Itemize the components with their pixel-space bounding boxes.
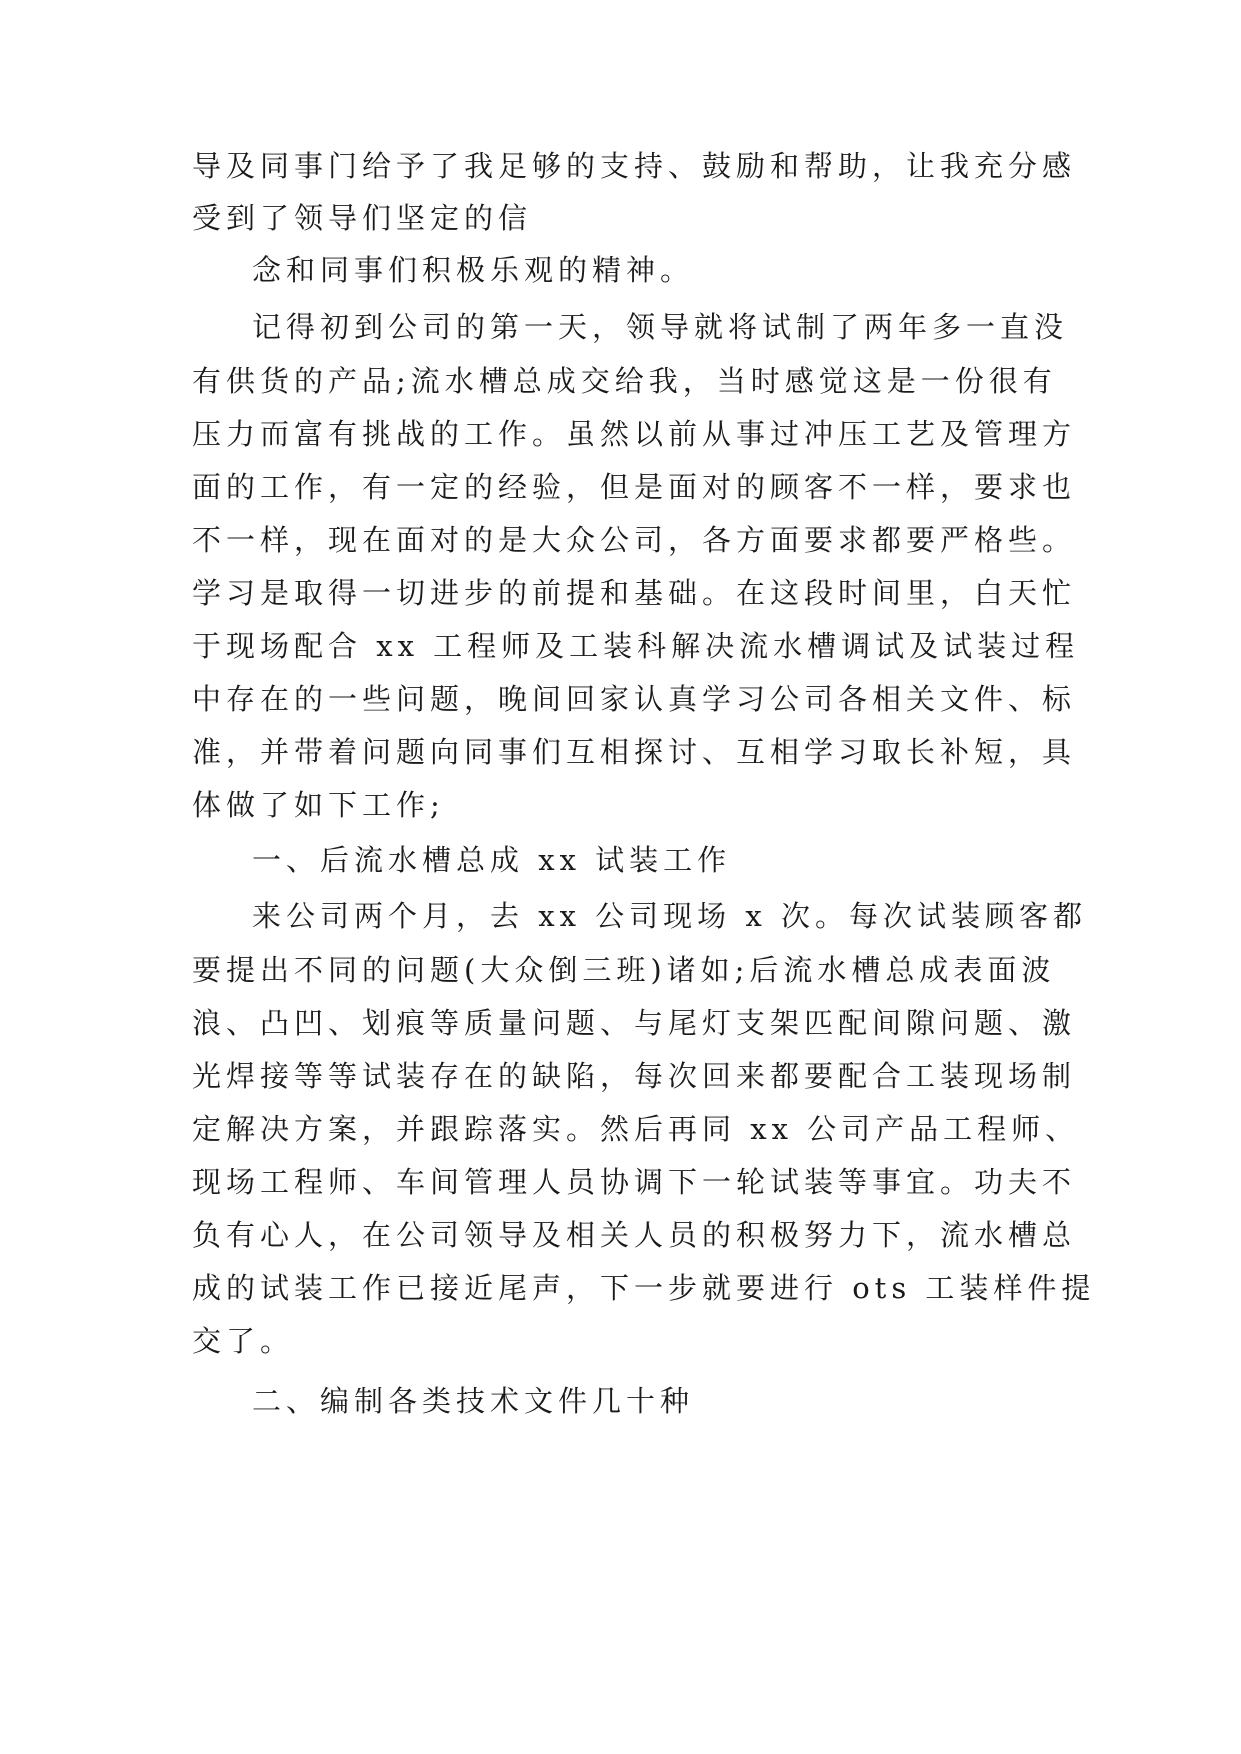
text-line-18: 光焊接等等试装存在的缺陷，每次回来都要配合工装现场制	[192, 1059, 1077, 1093]
text-line-7: 面的工作，有一定的经验，但是面对的顾客不一样，要求也	[192, 470, 1077, 504]
text-line-21: 负有心人，在公司领导及相关人员的积极努力下，流水槽总	[192, 1218, 1077, 1252]
text-line-19: 定解决方案，并跟踪落实。然后再同 xx 公司产品工程师、	[192, 1112, 1080, 1146]
text-line-6: 压力而富有挑战的工作。虽然以前从事过冲压工艺及管理方	[192, 417, 1077, 451]
text-line-23: 交了。	[192, 1324, 295, 1358]
text-line-10: 于现场配合 xx 工程师及工装科解决流水槽调试及试装过程	[192, 629, 1080, 663]
text-line-1: 导及同事门给予了我足够的支持、鼓励和帮助，让我充分感	[192, 149, 1077, 183]
text-line-9: 学习是取得一切进步的前提和基础。在这段时间里，白天忙	[192, 576, 1077, 610]
text-line-13: 体做了如下工作;	[192, 788, 445, 822]
text-line-11: 中存在的一些问题，晚间回家认真学习公司各相关文件、标	[192, 682, 1077, 716]
text-line-2: 受到了领导们坚定的信	[192, 201, 533, 235]
text-line-16: 要提出不同的问题(大众倒三班)诸如;后流水槽总成表面波	[192, 953, 1056, 987]
text-line-12: 准，并带着问题向同事们互相探讨、互相学习取长补短，具	[192, 735, 1077, 769]
text-line-5: 有供货的产品;流水槽总成交给我，当时感觉这是一份很有	[192, 364, 1057, 398]
text-line-17: 浪、凸凹、划痕等质量问题、与尾灯支架匹配间隙问题、激	[192, 1006, 1077, 1040]
text-line-4: 记得初到公司的第一天，领导就将试制了两年多一直没	[252, 310, 1069, 344]
text-line-15: 来公司两个月，去 xx 公司现场 x 次。每次试装顾客都	[252, 899, 1087, 933]
text-line-3: 念和同事们积极乐观的精神。	[252, 253, 695, 287]
text-line-8: 不一样，现在面对的是大众公司，各方面要求都要严格些。	[192, 523, 1077, 557]
section-heading-2: 二、编制各类技术文件几十种	[252, 1384, 695, 1418]
text-line-22: 成的试装工作已接近尾声，下一步就要进行 ots 工装样件提	[192, 1271, 1096, 1305]
text-line-20: 现场工程师、车间管理人员协调下一轮试装等事宜。功夫不	[192, 1165, 1077, 1199]
section-heading-1: 一、后流水槽总成 xx 试装工作	[252, 843, 732, 877]
